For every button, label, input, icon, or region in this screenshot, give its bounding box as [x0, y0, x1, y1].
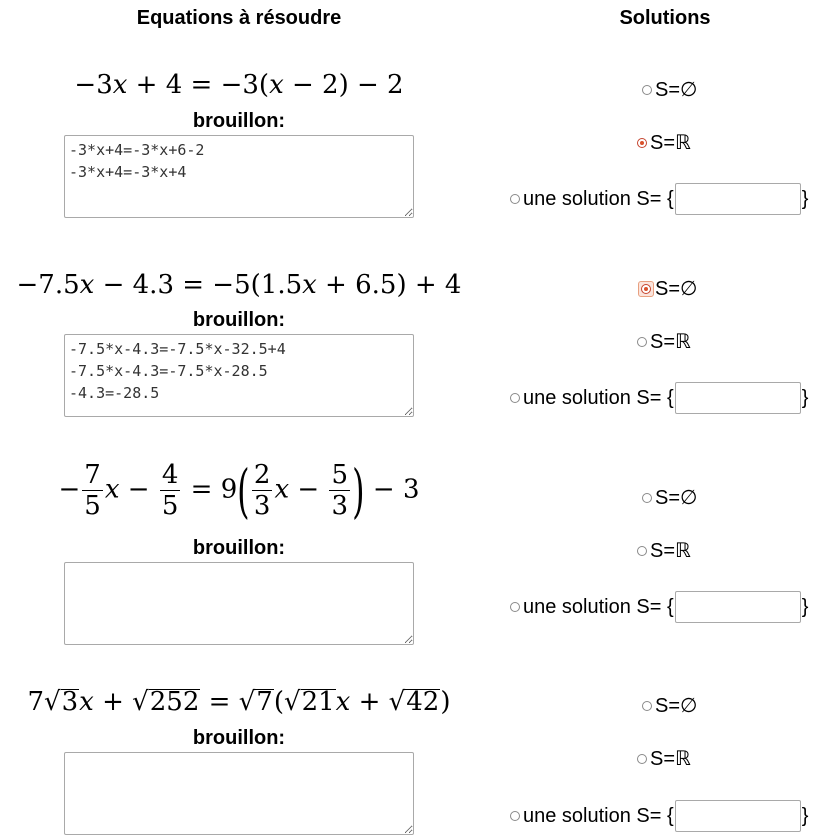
- equation-1: −3x + 4 = −3(x − 2) − 2: [74, 70, 404, 100]
- solution-input-4[interactable]: [675, 800, 801, 832]
- draft-textarea-1[interactable]: [64, 135, 414, 218]
- close-brace-1: }: [801, 187, 809, 210]
- option-one-solution-3[interactable]: [510, 591, 808, 623]
- brouillon-label-1: brouillon:: [192, 110, 286, 132]
- draft-textarea-4[interactable]: [64, 752, 414, 835]
- equations-header: Equations à résoudre: [136, 7, 342, 29]
- option-one-label-2: une solution S= {: [523, 386, 674, 409]
- option-one-solution-4[interactable]: [510, 800, 808, 832]
- option-empty-1[interactable]: [642, 77, 697, 102]
- equation-2: −7.5x − 4.3 = −5(1.5x + 6.5) + 4: [16, 270, 462, 300]
- close-brace-3: }: [801, 595, 809, 618]
- option-reals-label-2: S=ℝ: [650, 331, 691, 353]
- option-reals-label-4: S=ℝ: [650, 748, 691, 770]
- radio-one-solution-2[interactable]: [510, 393, 520, 403]
- option-reals-2[interactable]: [637, 329, 691, 354]
- option-one-label-3: une solution S= {: [523, 595, 674, 618]
- option-empty-label-1: S=∅: [655, 79, 698, 101]
- radio-empty-3[interactable]: [642, 493, 652, 503]
- brouillon-label-3: brouillon:: [192, 537, 286, 559]
- option-empty-2[interactable]: [638, 276, 697, 301]
- option-empty-3[interactable]: [642, 485, 697, 510]
- radio-one-solution-3[interactable]: [510, 602, 520, 612]
- option-one-solution-1[interactable]: [510, 183, 808, 215]
- radio-reals-4[interactable]: [637, 754, 647, 764]
- option-empty-label-2: S=∅: [655, 278, 698, 300]
- draft-textarea-3[interactable]: [64, 562, 414, 645]
- focus-ring: [638, 281, 654, 297]
- option-empty-label-4: S=∅: [655, 695, 698, 717]
- solutions-header: Solutions: [619, 7, 711, 29]
- draft-textarea-2[interactable]: [64, 334, 414, 417]
- close-brace-2: }: [801, 386, 809, 409]
- solution-input-1[interactable]: [675, 183, 801, 215]
- equation-4: 7√3x + √252 = √7(√21x + √42): [27, 687, 451, 717]
- option-empty-4[interactable]: [642, 693, 697, 718]
- radio-empty-4[interactable]: [642, 701, 652, 711]
- solution-input-3[interactable]: [675, 591, 801, 623]
- option-reals-label-1: S=ℝ: [650, 132, 691, 154]
- radio-one-solution-4[interactable]: [510, 811, 520, 821]
- equation-3: − $\frac{7}{5}$ x − $\frac{4}{5}$ = 9( $\frac{2}{3}$ x − $\frac{5}{3}$ ) − 3: [58, 456, 420, 525]
- option-one-label-1: une solution S= {: [523, 187, 674, 210]
- option-reals-label-3: S=ℝ: [650, 540, 691, 562]
- radio-reals-3[interactable]: [637, 546, 647, 556]
- option-one-solution-2[interactable]: [510, 382, 808, 414]
- radio-empty-2[interactable]: [641, 284, 651, 294]
- option-one-label-4: une solution S= {: [523, 804, 674, 827]
- option-reals-1[interactable]: [637, 130, 691, 155]
- radio-one-solution-1[interactable]: [510, 194, 520, 204]
- radio-reals-1[interactable]: [637, 138, 647, 148]
- radio-empty-1[interactable]: [642, 85, 652, 95]
- brouillon-label-4: brouillon:: [192, 727, 286, 749]
- close-brace-4: }: [801, 804, 809, 827]
- radio-reals-2[interactable]: [637, 337, 647, 347]
- option-reals-3[interactable]: [637, 538, 691, 563]
- option-empty-label-3: S=∅: [655, 487, 698, 509]
- option-reals-4[interactable]: [637, 746, 691, 771]
- solution-input-2[interactable]: [675, 382, 801, 414]
- brouillon-label-2: brouillon:: [192, 309, 286, 331]
